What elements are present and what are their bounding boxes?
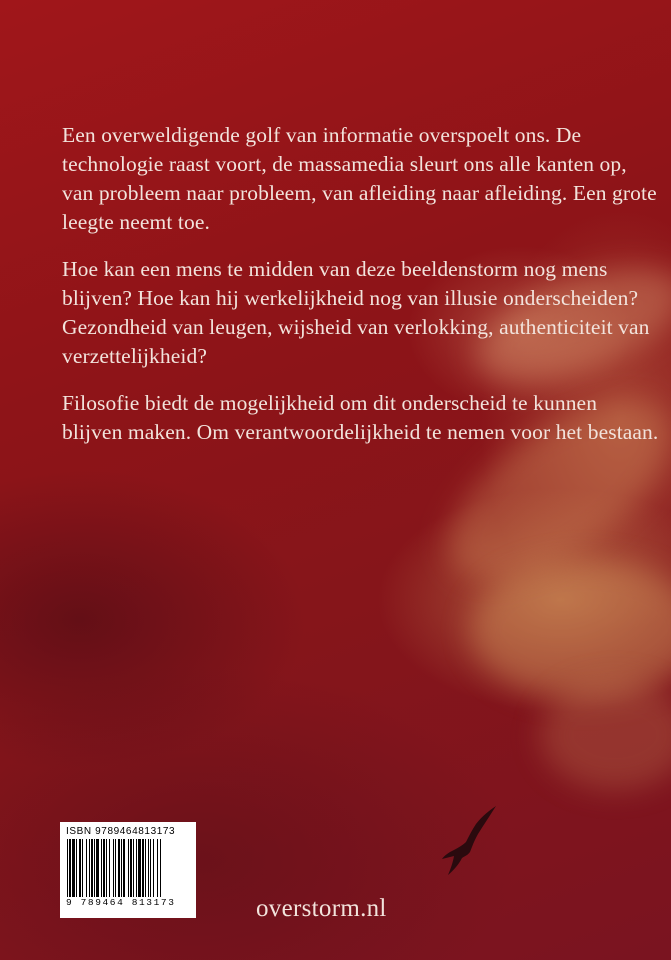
barcode-bar xyxy=(136,839,137,897)
barcode-bar xyxy=(67,839,68,897)
barcode-bar xyxy=(79,839,81,897)
barcode-bar xyxy=(101,839,102,897)
isbn-barcode xyxy=(60,822,196,918)
barcode-bar xyxy=(148,839,149,897)
blurb-text: Filosofie biedt de mogelijkheid om dit onderscheid te kunnen blijven maken. Om verantwoordelijkheid te nemen voor het bestaan. xyxy=(62,391,659,444)
barcode-bar xyxy=(89,839,90,897)
barcode-bar xyxy=(76,839,77,897)
barcode-bar xyxy=(106,839,107,897)
blurb-text: Een overweldigende golf van informatie overspoelt ons. De technologie raast voort, de massamedia sleurt ons alle kanten op, van probleem naar probleem, van afleiding naar afleiding. Een grote leegte neemt toe. xyxy=(62,123,657,234)
bird-silhouette-icon xyxy=(438,804,498,878)
barcode-bar xyxy=(150,839,151,897)
barcode-bar xyxy=(128,839,129,897)
barcode-bar xyxy=(109,839,110,897)
barcode-bar xyxy=(160,839,161,897)
barcode-bars xyxy=(66,839,190,897)
barcode-bar xyxy=(113,839,114,897)
blurb-text: Hoe kan een mens te midden van deze beeldenstorm nog mens blijven? Hoe kan hij werkelijkheid nog van illusie onderscheiden? Gezondheid van leugen, wijsheid van verlokking, authenticiteit van verzettelijkheid? xyxy=(62,257,650,368)
barcode-bar xyxy=(153,839,154,897)
barcode-bar xyxy=(145,839,146,897)
blurb-paragraph-1 xyxy=(62,121,662,237)
barcode-bar xyxy=(69,839,71,897)
barcode-bar xyxy=(133,839,134,897)
website-url: overstorm.nl xyxy=(256,895,387,922)
barcode-bar xyxy=(72,839,75,897)
blurb-paragraph-2 xyxy=(62,255,662,371)
barcode-bar xyxy=(123,839,125,897)
barcode-bar xyxy=(121,839,122,897)
barcode-bar xyxy=(115,839,116,897)
barcode-bar xyxy=(82,839,83,897)
barcode-bar xyxy=(91,839,93,897)
barcode-bar xyxy=(103,839,105,897)
barcode-bar xyxy=(138,839,141,897)
cloud-wisp xyxy=(540,680,671,790)
barcode-bar xyxy=(94,839,95,897)
barcode-bar xyxy=(130,839,132,897)
barcode-bar xyxy=(142,839,144,897)
barcode-bar xyxy=(96,839,99,897)
isbn-label: ISBN 9789464813173 xyxy=(66,826,176,837)
barcode-bar xyxy=(118,839,120,897)
blurb-paragraph-3 xyxy=(62,389,662,447)
barcode-bar xyxy=(86,839,87,897)
barcode-digits: 9 789464 813173 xyxy=(66,897,176,908)
barcode-bar xyxy=(157,839,158,897)
cloud-wisp xyxy=(470,560,671,700)
